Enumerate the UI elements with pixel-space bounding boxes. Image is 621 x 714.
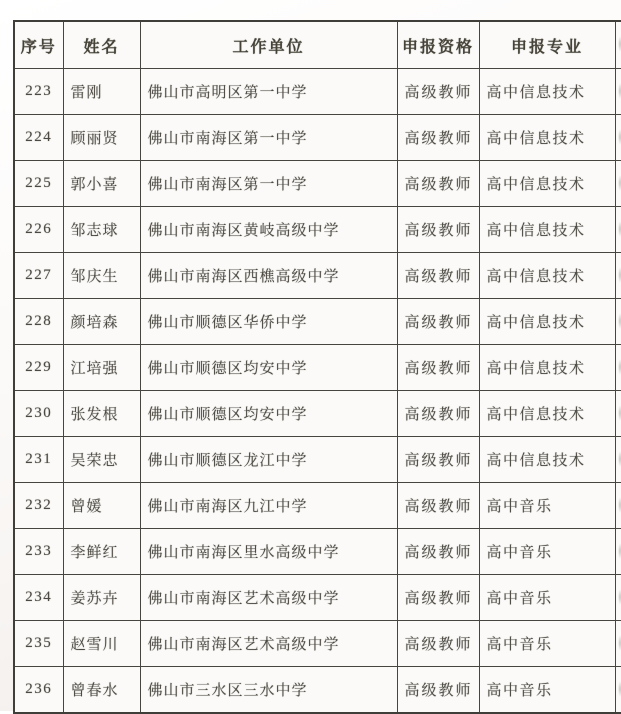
cell-name: 邹志球 [63, 207, 140, 253]
cutoff-edge-cell [615, 391, 621, 437]
cell-qualification: 高级教师 [397, 115, 479, 161]
cell-specialty: 高中音乐 [479, 667, 615, 714]
table-row [14, 299, 621, 345]
cell-qualification: 高级教师 [397, 253, 479, 299]
cutoff-edge-cell [615, 667, 621, 714]
cell-name: 邹庆生 [63, 253, 140, 299]
cell-name: 赵雪川 [63, 621, 140, 667]
cell-index: 233 [14, 529, 63, 575]
cell-name: 江培强 [63, 345, 140, 391]
cell-qualification: 高级教师 [397, 575, 479, 621]
cell-index: 225 [14, 161, 63, 207]
cell-work-unit: 佛山市顺德区华侨中学 [140, 299, 397, 345]
cell-work-unit: 佛山市顺德区龙江中学 [140, 437, 397, 483]
table-row [14, 667, 621, 714]
cell-name: 李鲜红 [63, 529, 140, 575]
table-row [14, 345, 621, 391]
cutoff-edge-cell [615, 483, 621, 529]
cutoff-edge-cell [615, 21, 621, 69]
header-qualification: 申报资格 [397, 21, 479, 69]
cell-name: 郭小喜 [63, 161, 140, 207]
cell-work-unit: 佛山市南海区西樵高级中学 [140, 253, 397, 299]
cutoff-edge-cell [615, 161, 621, 207]
cell-work-unit: 佛山市南海区艺术高级中学 [140, 621, 397, 667]
cell-index: 226 [14, 207, 63, 253]
cell-specialty: 高中信息技术 [479, 161, 615, 207]
cell-index: 230 [14, 391, 63, 437]
cell-name: 顾丽贤 [63, 115, 140, 161]
cell-index: 223 [14, 69, 63, 115]
cutoff-edge-cell [615, 575, 621, 621]
cell-index: 224 [14, 115, 63, 161]
cutoff-edge-cell [615, 621, 621, 667]
cell-work-unit: 佛山市高明区第一中学 [140, 69, 397, 115]
cell-specialty: 高中信息技术 [479, 115, 615, 161]
cell-index: 232 [14, 483, 63, 529]
cell-index: 227 [14, 253, 63, 299]
cell-work-unit: 佛山市南海区九江中学 [140, 483, 397, 529]
header-name: 姓名 [63, 21, 140, 69]
cell-work-unit: 佛山市南海区黄岐高级中学 [140, 207, 397, 253]
cell-qualification: 高级教师 [397, 621, 479, 667]
cutoff-edge-cell [615, 253, 621, 299]
cell-index: 231 [14, 437, 63, 483]
cell-qualification: 高级教师 [397, 299, 479, 345]
cell-qualification: 高级教师 [397, 483, 479, 529]
cell-work-unit: 佛山市南海区艺术高级中学 [140, 575, 397, 621]
cell-specialty: 高中信息技术 [479, 207, 615, 253]
cell-index: 229 [14, 345, 63, 391]
cell-work-unit: 佛山市顺德区均安中学 [140, 345, 397, 391]
table-body [14, 69, 621, 714]
cell-work-unit: 佛山市南海区第一中学 [140, 115, 397, 161]
cell-work-unit: 佛山市南海区里水高级中学 [140, 529, 397, 575]
cell-name: 雷刚 [63, 69, 140, 115]
table-row [14, 483, 621, 529]
cell-name: 张发根 [63, 391, 140, 437]
cell-name: 姜苏卉 [63, 575, 140, 621]
cutoff-edge-cell [615, 345, 621, 391]
cell-qualification: 高级教师 [397, 207, 479, 253]
table-row [14, 529, 621, 575]
cutoff-edge-cell [615, 529, 621, 575]
table-row [14, 69, 621, 115]
cell-index: 228 [14, 299, 63, 345]
cell-specialty: 高中音乐 [479, 575, 615, 621]
cell-qualification: 高级教师 [397, 69, 479, 115]
cutoff-edge-cell [615, 437, 621, 483]
cell-qualification: 高级教师 [397, 529, 479, 575]
cell-qualification: 高级教师 [397, 161, 479, 207]
cell-specialty: 高中信息技术 [479, 391, 615, 437]
cell-qualification: 高级教师 [397, 667, 479, 714]
cutoff-edge-cell [615, 299, 621, 345]
cell-index: 235 [14, 621, 63, 667]
table-row [14, 621, 621, 667]
cutoff-edge-cell [615, 115, 621, 161]
table-row [14, 253, 621, 299]
cell-specialty: 高中信息技术 [479, 345, 615, 391]
table-row [14, 437, 621, 483]
cell-specialty: 高中音乐 [479, 529, 615, 575]
cell-index: 234 [14, 575, 63, 621]
table-row [14, 161, 621, 207]
cell-specialty: 高中音乐 [479, 483, 615, 529]
table-row [14, 391, 621, 437]
cell-specialty: 高中信息技术 [479, 253, 615, 299]
header-specialty: 申报专业 [479, 21, 615, 69]
cell-specialty: 高中信息技术 [479, 299, 615, 345]
table-row [14, 207, 621, 253]
cell-name: 曾春水 [63, 667, 140, 714]
cutoff-edge-cell [615, 207, 621, 253]
cell-name: 颜培森 [63, 299, 140, 345]
cell-work-unit: 佛山市南海区第一中学 [140, 161, 397, 207]
header-work-unit: 工作单位 [140, 21, 397, 69]
header-index: 序号 [14, 21, 63, 69]
table-header-row [14, 21, 621, 69]
table-row [14, 575, 621, 621]
cell-specialty: 高中信息技术 [479, 437, 615, 483]
cell-qualification: 高级教师 [397, 345, 479, 391]
cell-specialty: 高中信息技术 [479, 69, 615, 115]
table-row [14, 115, 621, 161]
cell-specialty: 高中音乐 [479, 621, 615, 667]
cell-work-unit: 佛山市三水区三水中学 [140, 667, 397, 714]
cell-index: 236 [14, 667, 63, 714]
cutoff-edge-cell [615, 69, 621, 115]
cell-work-unit: 佛山市顺德区均安中学 [140, 391, 397, 437]
cell-name: 吴荣忠 [63, 437, 140, 483]
teacher-qualification-table [13, 20, 621, 714]
cell-qualification: 高级教师 [397, 391, 479, 437]
cell-qualification: 高级教师 [397, 437, 479, 483]
cell-name: 曾媛 [63, 483, 140, 529]
